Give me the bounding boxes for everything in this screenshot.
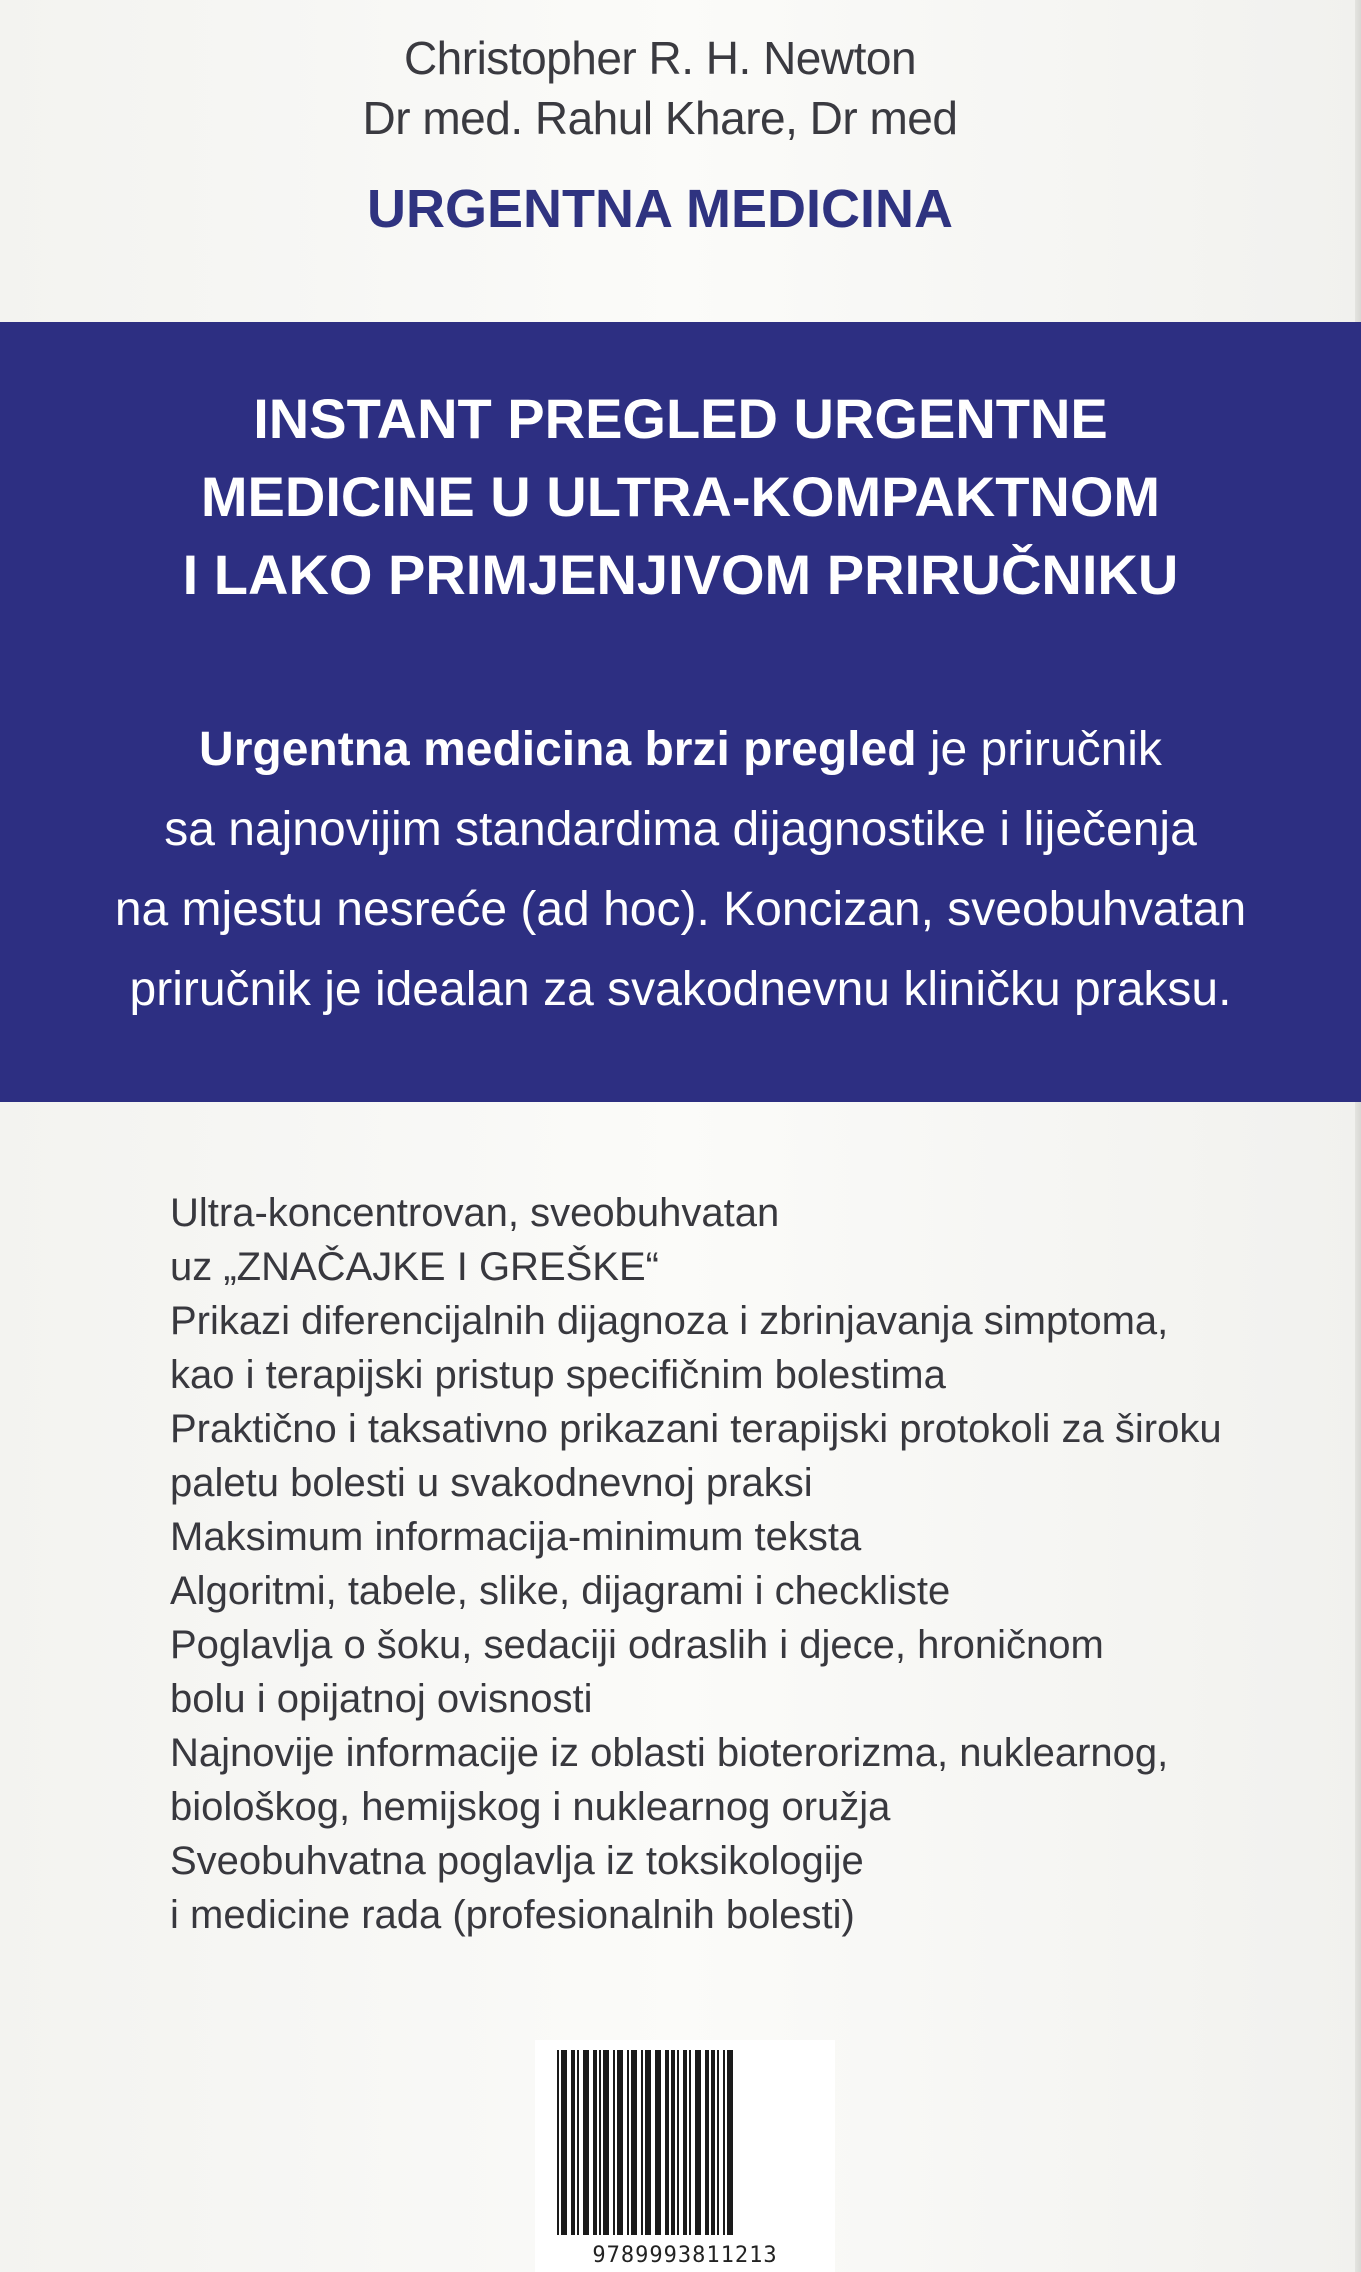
author-name-1: Christopher R. H. Newton — [403, 32, 917, 84]
feature-line: Prikazi diferencijalnih dijagnoza i zbrinjavanja simptoma, — [170, 1299, 1169, 1343]
band-description-line: sa najnovijim standardima dijagnostike i liječenja — [164, 803, 1197, 856]
description-bold-title: Urgentna medicina brzi pregled — [199, 723, 917, 776]
band-heading-line: MEDICINE U ULTRA-KOMPAKTNOM — [200, 465, 1161, 528]
feature-line: Praktično i taksativno prikazani terapijski protokoli za široku — [170, 1407, 1222, 1451]
band-description-line — [0, 710, 1361, 790]
feature-line: Maksimum informacija-minimum teksta — [170, 1515, 862, 1559]
description-line-rest: je priručnik — [916, 723, 1162, 776]
band-heading — [0, 380, 1361, 614]
barcode-bar — [571, 2050, 575, 2235]
barcode-bar — [641, 2050, 643, 2235]
barcode-bar — [599, 2050, 601, 2235]
barcode-bar — [627, 2050, 629, 2235]
barcode-bar — [705, 2050, 709, 2235]
band-heading-line: I LAKO PRIMJENJIVOM PRIRUČNIKU — [182, 543, 1179, 606]
feature-line: paletu bolesti u svakodnevnoj praksi — [170, 1461, 813, 1505]
feature-line: Poglavlja o šoku, sedaciji odraslih i djece, hroničnom — [170, 1623, 1104, 1667]
barcode-bar — [723, 2050, 725, 2235]
barcode-bar — [603, 2050, 609, 2235]
barcode-bar — [577, 2050, 579, 2235]
feature-line: Najnovije informacije iz oblasti bioterorizma, nuklearnog, — [170, 1731, 1169, 1775]
feature-list — [170, 1186, 1290, 1942]
barcode-bar — [677, 2050, 679, 2235]
barcode-bar — [561, 2050, 567, 2235]
barcode-bar — [593, 2050, 597, 2235]
barcode-bar — [583, 2050, 589, 2235]
feature-line: bolu i opijatnoj ovisnosti — [170, 1677, 593, 1721]
feature-line: Algoritmi, tabele, slike, dijagrami i checkliste — [170, 1569, 951, 1613]
band-description-line: na mjestu nesreće (ad hoc). Koncizan, sveobuhvatan — [114, 883, 1247, 936]
barcode-bar — [631, 2050, 637, 2235]
barcode-bar — [671, 2050, 675, 2235]
barcode-bar — [557, 2050, 559, 2235]
feature-line: uz „ZNAČAJKE I GREŠKE“ — [170, 1245, 659, 1289]
author-name-2: Dr med. Rahul Khare, Dr med — [362, 92, 958, 144]
book-title: URGENTNA MEDICINA — [367, 179, 953, 239]
feature-line: Sveobuhvatna poglavlja iz toksikologije — [170, 1839, 864, 1883]
barcode-bar — [689, 2050, 691, 2235]
barcode-bar — [717, 2050, 719, 2235]
feature-line: Ultra-koncentrovan, sveobuhvatan — [170, 1191, 780, 1235]
feature-line: biološkog, hemijskog i nuklearnog oružja — [170, 1785, 891, 1829]
barcode-bars — [535, 2040, 835, 2240]
feature-line: kao i terapijski pristup specifičnim bolestima — [170, 1353, 946, 1397]
band-description — [0, 710, 1361, 1030]
barcode-bar — [645, 2050, 651, 2235]
barcode-bar — [683, 2050, 687, 2235]
barcode-bar — [665, 2050, 669, 2235]
barcode-bar — [695, 2050, 701, 2235]
barcode-bar — [613, 2050, 615, 2235]
band-heading-line: INSTANT PREGLED URGENTNE — [253, 387, 1108, 450]
barcode — [535, 2040, 835, 2272]
barcode-bar — [727, 2050, 733, 2235]
barcode-number: 9789993811213 — [592, 2243, 778, 2268]
barcode-bar — [617, 2050, 623, 2235]
barcode-bar — [655, 2050, 661, 2235]
feature-line: i medicine rada (profesionalnih bolesti) — [170, 1893, 855, 1937]
barcode-bar — [711, 2050, 715, 2235]
band-description-line: priručnik je idealan za svakodnevnu kliničku praksu. — [129, 963, 1232, 1016]
